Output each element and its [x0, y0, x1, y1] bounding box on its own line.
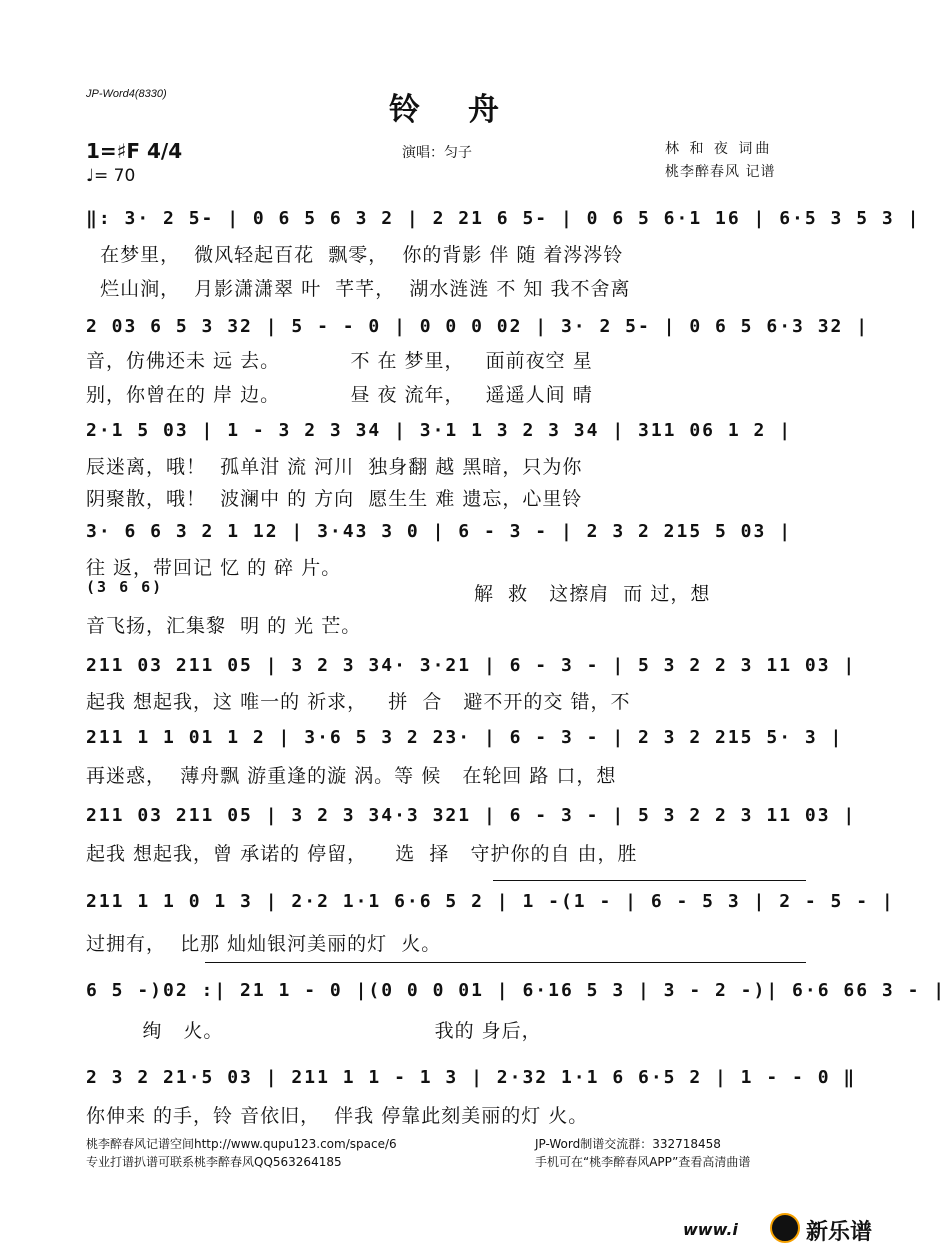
lyric-line-2: 阴聚散，哦！ 波澜中 的 方向 愿生生 难 遗忘，心里铃 [86, 488, 583, 510]
footer-space-link[interactable]: 桃李醉春风记谱空间http://www.qupu123.com/space/6 [86, 1137, 397, 1151]
lyric-line-2: 烂山涧， 月影潇潇翠 叶 芊芊， 湖水涟涟 不 知 我不舍离 [86, 278, 631, 300]
notation-line: ‖: 3· 2 5- | 0 6 5 6 3 2 | 2 21 6 5- | 0 6 5 6·1 16 | 6·5 3 5 3 | [86, 208, 921, 229]
aside-notation: (3 6 6) [86, 578, 164, 596]
lyric-line-1: 起我 想起我，曾 承诺的 停留， 选 择 守护你的自 由，胜 [86, 843, 638, 865]
lyric-line-1: 再迷惑， 薄舟飘 游重逢的漩 涡。等 候 在轮回 路 口，想 [86, 765, 617, 787]
song-title: 铃舟 [389, 92, 547, 128]
lyric-line-1: 辰迷离，哦！ 孤单泔 流 河川 独身翻 越 黑暗，只为你 [86, 456, 583, 478]
notation-line: 6 5 -)02 :| 21 1 - 0 |(0 0 0 01 | 6·16 5 3 | 3 - 2 -)| 6·6 66 3 - | [86, 980, 946, 1001]
aside-lyric: 解 救 这擦肩 而 过，想 [474, 583, 711, 605]
lyric-line-1: 你伸来 的手，铃 音依旧， 伴我 停靠此刻美丽的灯 火。 [86, 1105, 589, 1127]
volta-1-bracket [493, 880, 806, 881]
singer-credit: 演唱：匀子 [402, 145, 472, 161]
notation-line: 211 1 1 01 1 2 | 3·6 5 3 2 23· | 6 - 3 - | 2 3 2 215 5· 3 | [86, 727, 844, 748]
site-logo-url[interactable]: www.i [683, 1220, 738, 1239]
notation-line: 2 03 6 5 3 32 | 5 - - 0 | 0 0 0 02 | 3· 2 5- | 0 6 5 6·3 32 | [86, 316, 870, 337]
notation-line: 211 03 211 05 | 3 2 3 34· 3·21 | 6 - 3 - | 5 3 2 2 3 11 03 | [86, 655, 857, 676]
lyric-line-1: 音，仿佛还未 远 去。 不 在 梦里， 面前夜空 星 [86, 350, 593, 372]
source-label: JP-Word4(8330) [86, 88, 167, 100]
footer-app-note: 手机可在“桃李醉春风APP”查看高清曲谱 [535, 1155, 751, 1169]
site-logo-name[interactable]: 新乐谱 [806, 1220, 873, 1245]
lyric-line-2: 别，你曾在的 岸 边。 昼 夜 流年， 遥遥人间 晴 [86, 384, 593, 406]
lyric-line-2: 音飞扬，汇集黎 明 的 光 芒。 [86, 615, 362, 637]
notation-line: 211 03 211 05 | 3 2 3 34·3 321 | 6 - 3 - | 5 3 2 2 3 11 03 | [86, 805, 857, 826]
footer-contact: 专业打谱扒谱可联系桃李醉春风QQ563264185 [86, 1155, 342, 1169]
footer-group: JP-Word制谱交流群：332718458 [535, 1137, 721, 1151]
notation-line: 2 3 2 21·5 03 | 211 1 1 - 1 3 | 2·32 1·1 6 6·5 2 | 1 - - 0 ‖ [86, 1067, 857, 1088]
lyricist-credit: 林 和 夜 词曲 [665, 141, 773, 157]
tempo-mark: ♩= 70 [86, 166, 136, 186]
volta-2-bracket [205, 962, 806, 963]
lyric-line-1: 往 返，带回记 忆 的 碎 片。 [86, 557, 342, 579]
notation-line: 2·1 5 03 | 1 - 3 2 3 34 | 3·1 1 3 2 3 34 | 311 06 1 2 | [86, 420, 793, 441]
vinyl-icon [770, 1213, 800, 1243]
lyric-line-1: 在梦里， 微风轻起百花 飘零， 你的背影 伴 随 着涔涔铃 [86, 244, 624, 266]
transcriber-credit: 桃李醉春风 记谱 [665, 164, 776, 180]
lyric-line-1: 过拥有， 比那 灿灿银河美丽的灯 火。 [86, 933, 442, 955]
lyric-line-1: 起我 想起我，这 唯一的 祈求， 拼 合 避不开的交 错，不 [86, 691, 631, 713]
notation-line: 211 1 1 0 1 3 | 2·2 1·1 6·6 5 2 | 1 -(1 - | 6 - 5 3 | 2 - 5 - | [86, 891, 895, 912]
key-signature: 1=♯F 4/4 [86, 139, 183, 163]
lyric-line-1: 绚 火。 我的 身后， [86, 1020, 542, 1042]
notation-line: 3· 6 6 3 2 1 12 | 3·43 3 0 | 6 - 3 - | 2 3 2 215 5 03 | [86, 521, 793, 542]
